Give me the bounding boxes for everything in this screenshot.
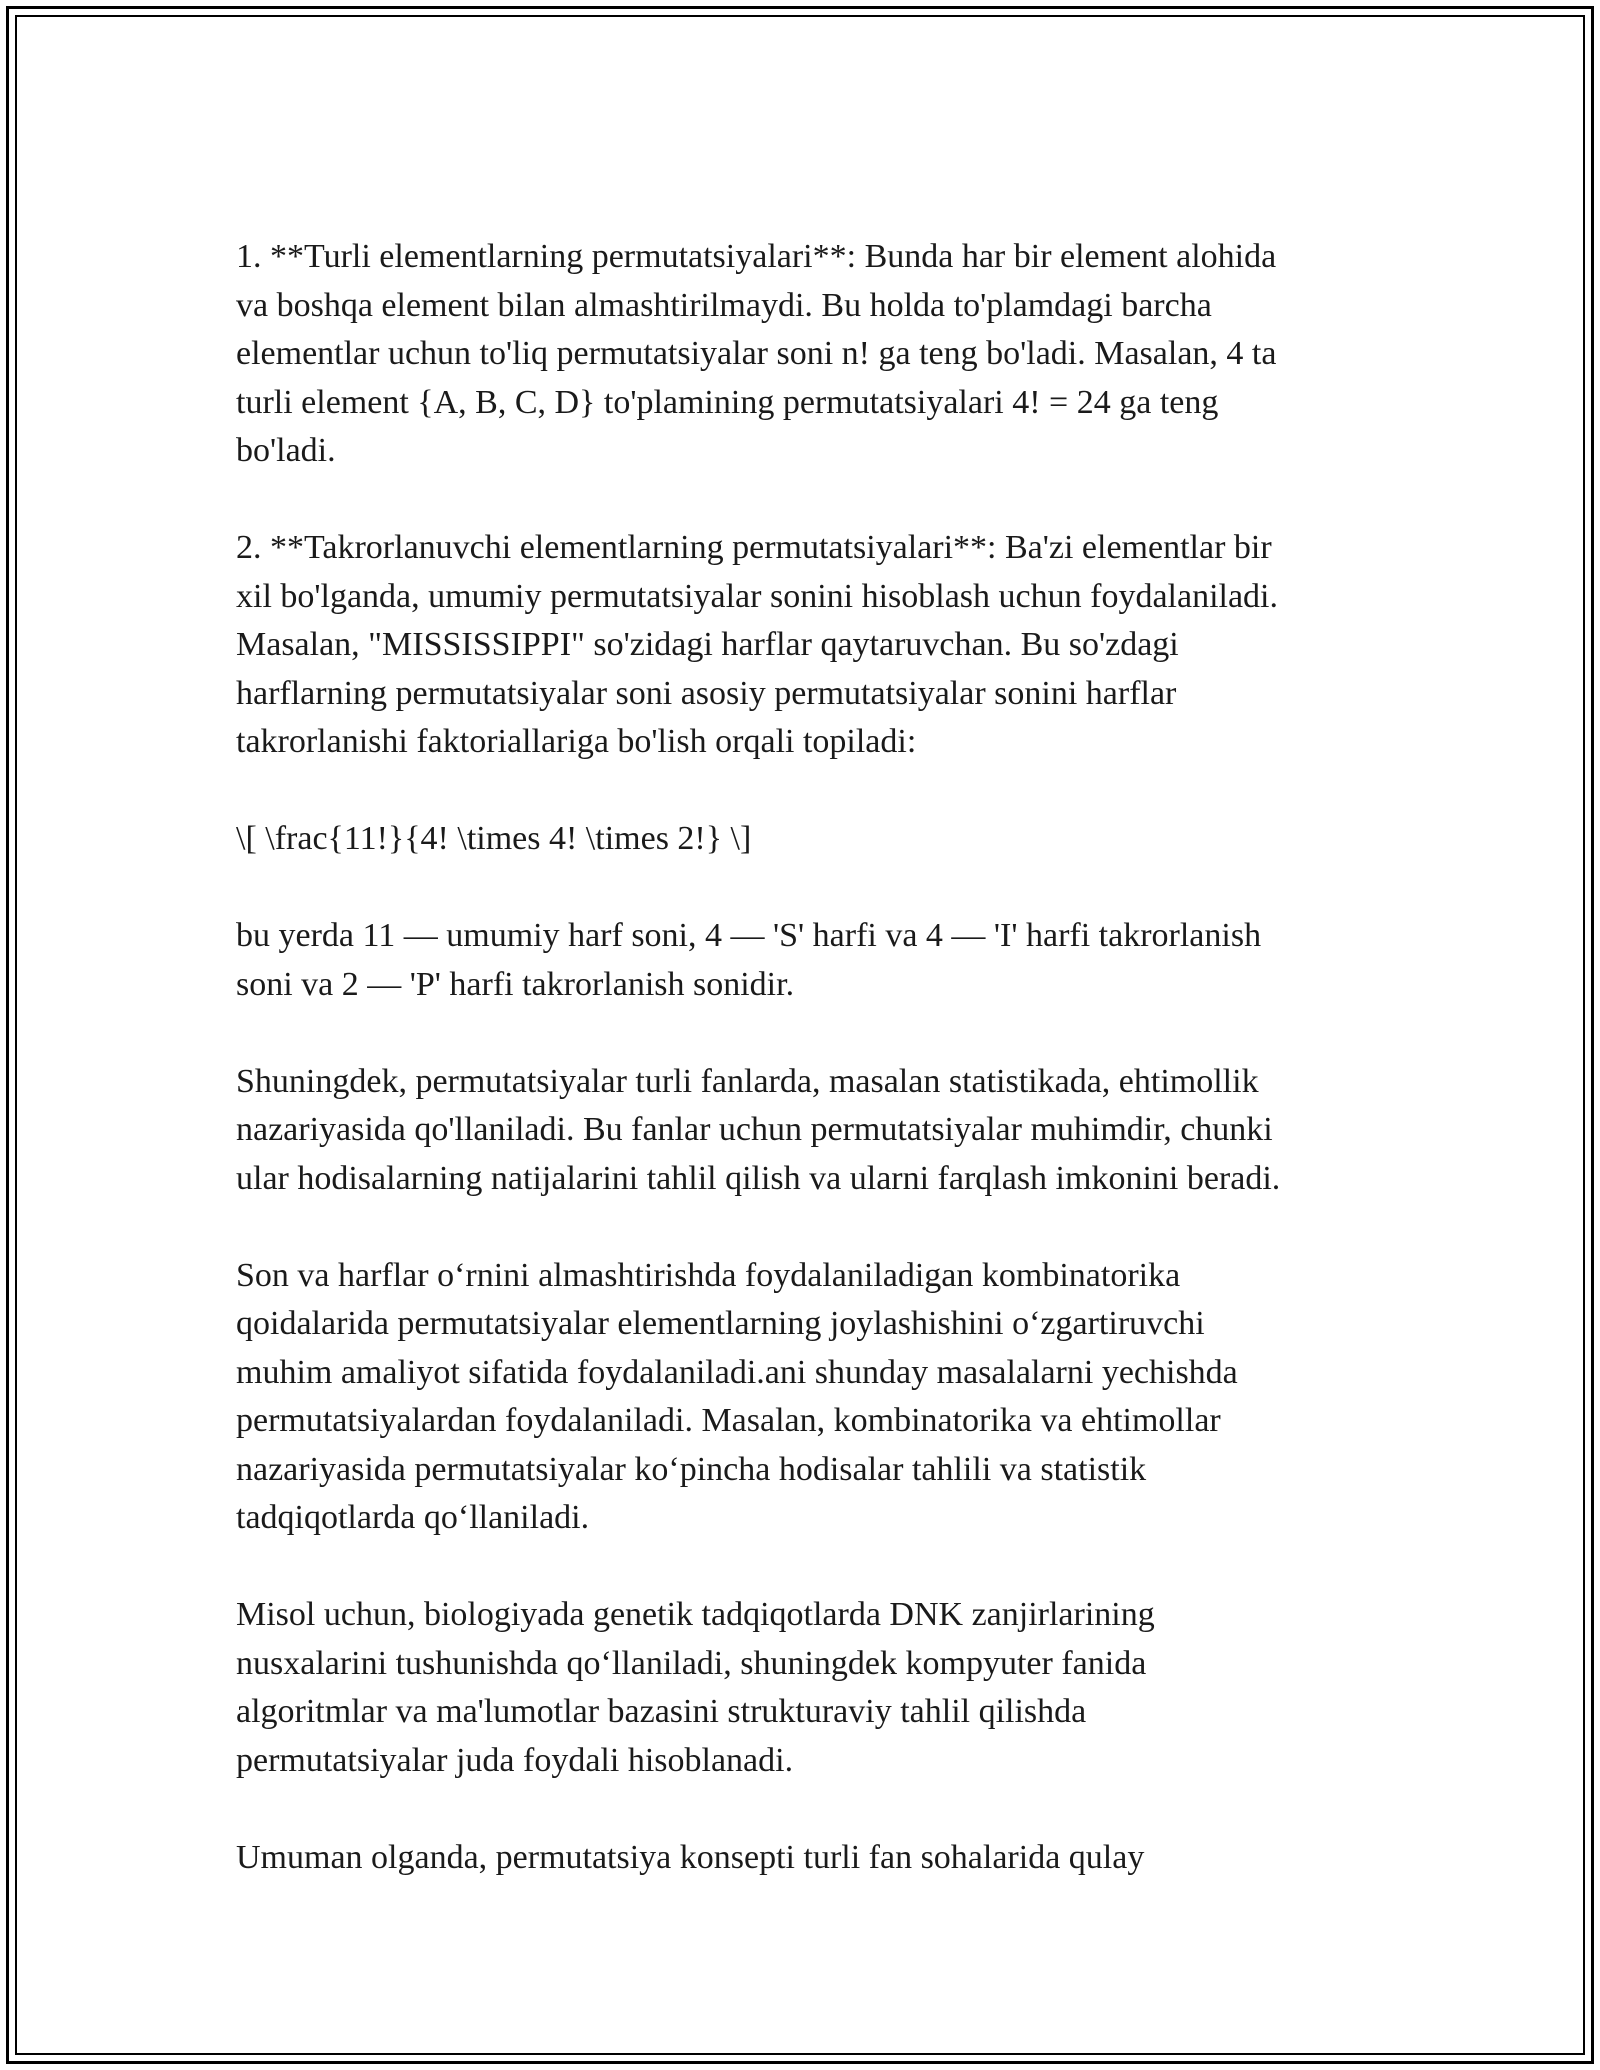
paragraph-repeated-permutations: 2. **Takrorlanuvchi elementlarning permutatsiyalari**: Ba'zi elementlar bir xil bo'lganda, umumiy permutatsiyalar sonini hisoblash uchun foydalaniladi. Masalan, "MISSISSIPPI" so'zidagi harflar qaytaruvchan. Bu so'zdagi harflarning permutatsiyalar soni asosiy permutatsiyalar sonini harflar takrorlanishi faktoriallariga bo'lish orqali topiladi: xyxy=(236,529,1278,760)
paragraph-distinct-permutations: 1. **Turli elementlarning permutatsiyalari**: Bunda har bir element alohida va boshqa element bilan almashtirilmaydi. Bu holda to'plamdagi barcha elementlar uchun to'liq permutatsiyalar soni n! ga teng bo'ladi. Masalan, 4 ta turli element {A, B, C, D} to'plamining permutatsiyalari 4! = 24 ga teng bo'ladi. xyxy=(236,238,1277,469)
paragraph-conclusion: Umuman olganda, permutatsiya konsepti turli fan sohalarida qulay xyxy=(236,1838,1145,1876)
paragraph-applications: Shuningdek, permutatsiyalar turli fanlarda, masalan statistikada, ehtimollik nazariyasida qo'llaniladi. Bu fanlar uchun permutatsiyalar muhimdir, chunki ular hodisalarning natijalarini tahlil qilish va ularni farqlash imkonini beradi. xyxy=(236,1062,1281,1197)
paragraph-combinatorics: Son va harflar o‘rnini almashtirishda foydalaniladigan kombinatorika qoidalarida permutatsiyalar elementlarning joylashishini o‘zgartiruvchi muhim amaliyot sifatida foydalaniladi.ani shunday masalalarni yechishda permutatsiyalardan foydalaniladi. Masalan, kombinatorika va ehtimollar nazariyasida permutatsiyalar ko‘pincha hodisalar tahlili va statistik tadqiqotlarda qo‘llaniladi. xyxy=(236,1256,1238,1536)
paragraph-formula-explanation: bu yerda 11 — umumiy harf soni, 4 — 'S' harfi va 4 — 'I' harfi takrorlanish soni va 2 — 'P' harfi takrorlanish sonidir. xyxy=(236,917,1262,1003)
formula-line: \[ \frac{11!}{4! \times 4! \times 2!} \] xyxy=(236,820,752,857)
paragraph-examples: Misol uchun, biologiyada genetik tadqiqotlarda DNK zanjirlarining nusxalarini tushunishda qo‘llaniladi, shuningdek kompyuter fanida algoritmlar va ma'lumotlar bazasini strukturaviy tahlil qilishda permutatsiyalar juda foydali hisoblanadi. xyxy=(236,1596,1155,1779)
document-body xyxy=(236,233,1366,1882)
